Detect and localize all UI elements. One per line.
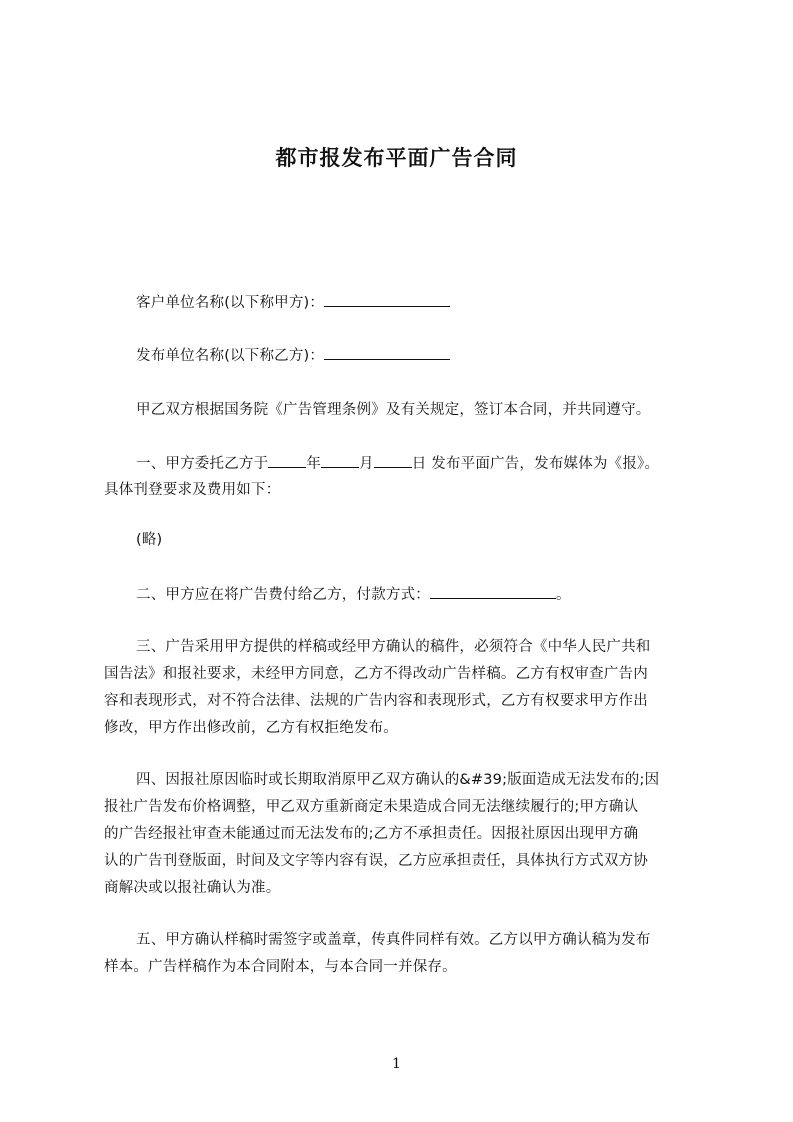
clause2-suffix: 。 (556, 587, 571, 603)
clause2 (104, 584, 732, 605)
clause4-line: 商解决或以报社确认为准。 (104, 880, 281, 896)
party-a-line (104, 292, 732, 313)
clause1-day-blank[interactable] (374, 453, 412, 468)
clause1-line1 (104, 453, 732, 474)
clause3-line: 修改，甲方作出修改前，乙方有权拒绝发布。 (104, 720, 398, 736)
document-title: 都市报发布平面广告合同 (275, 146, 518, 170)
party-b-blank[interactable] (324, 345, 450, 360)
clause1-year-blank[interactable] (268, 453, 306, 468)
omitted-note: (略) (136, 532, 163, 548)
clause1-line2: 具体刊登要求及费用如下： (104, 482, 281, 498)
page-number: 1 (392, 1056, 401, 1072)
party-b-label: 发布单位名称(以下称乙方)： (136, 348, 325, 364)
party-a-label: 客户单位名称(以下称甲方)： (136, 295, 325, 311)
clause1-month: 月 (359, 456, 374, 472)
clause5-line: 样本。广告样稿作为本合同附本，与本合同一并保存。 (104, 959, 457, 975)
clause3-line: 三、广告采用甲方提供的样稿或经甲方确认的稿件，必须符合《中华人民广共和 (136, 639, 651, 655)
party-a-blank[interactable] (324, 292, 450, 307)
clause4-line: 的广告经报社审查未能通过而无法发布的;乙方不承担责任。因报社原因出现甲方确 (104, 826, 639, 842)
clause3-line: 容和表现形式，对不符合法律、法规的广告内容和表现形式，乙方有权要求甲方作出 (104, 693, 648, 709)
clause1-month-blank[interactable] (321, 453, 359, 468)
clause3-line: 国告法》和报社要求，未经甲方同意，乙方不得改动广告样稿。乙方有权审查广告内 (104, 666, 648, 682)
clause1-year: 年 (306, 456, 322, 472)
clause2-payment-blank[interactable] (430, 584, 556, 599)
clause4-line: 认的广告刊登版面，时间及文字等内容有误，乙方应承担责任，具体执行方式双方协 (104, 853, 648, 869)
clause1-day-suffix: 日 发布平面广告，发布媒体为《报》。 (411, 456, 660, 472)
clause4-line: 四、因报社原因临时或长期取消原甲乙双方确认的&#39;版面造成无法发布的;因 (136, 772, 660, 788)
preamble: 甲乙双方根据国务院《广告管理条例》及有关规定，签订本合同，并共同遵守。 (136, 402, 651, 418)
clause1-prefix: 一、甲方委托乙方于 (136, 456, 269, 472)
clause2-prefix: 二、甲方应在将广告费付给乙方，付款方式： (136, 587, 430, 603)
clause5-line: 五、甲方确认样稿时需签字或盖章，传真件同样有效。乙方以甲方确认稿为发布 (136, 932, 651, 948)
clause4-line: 报社广告发布价格调整，甲乙双方重新商定未果造成合同无法继续履行的;甲方确认 (104, 799, 639, 815)
party-b-line (104, 345, 732, 366)
